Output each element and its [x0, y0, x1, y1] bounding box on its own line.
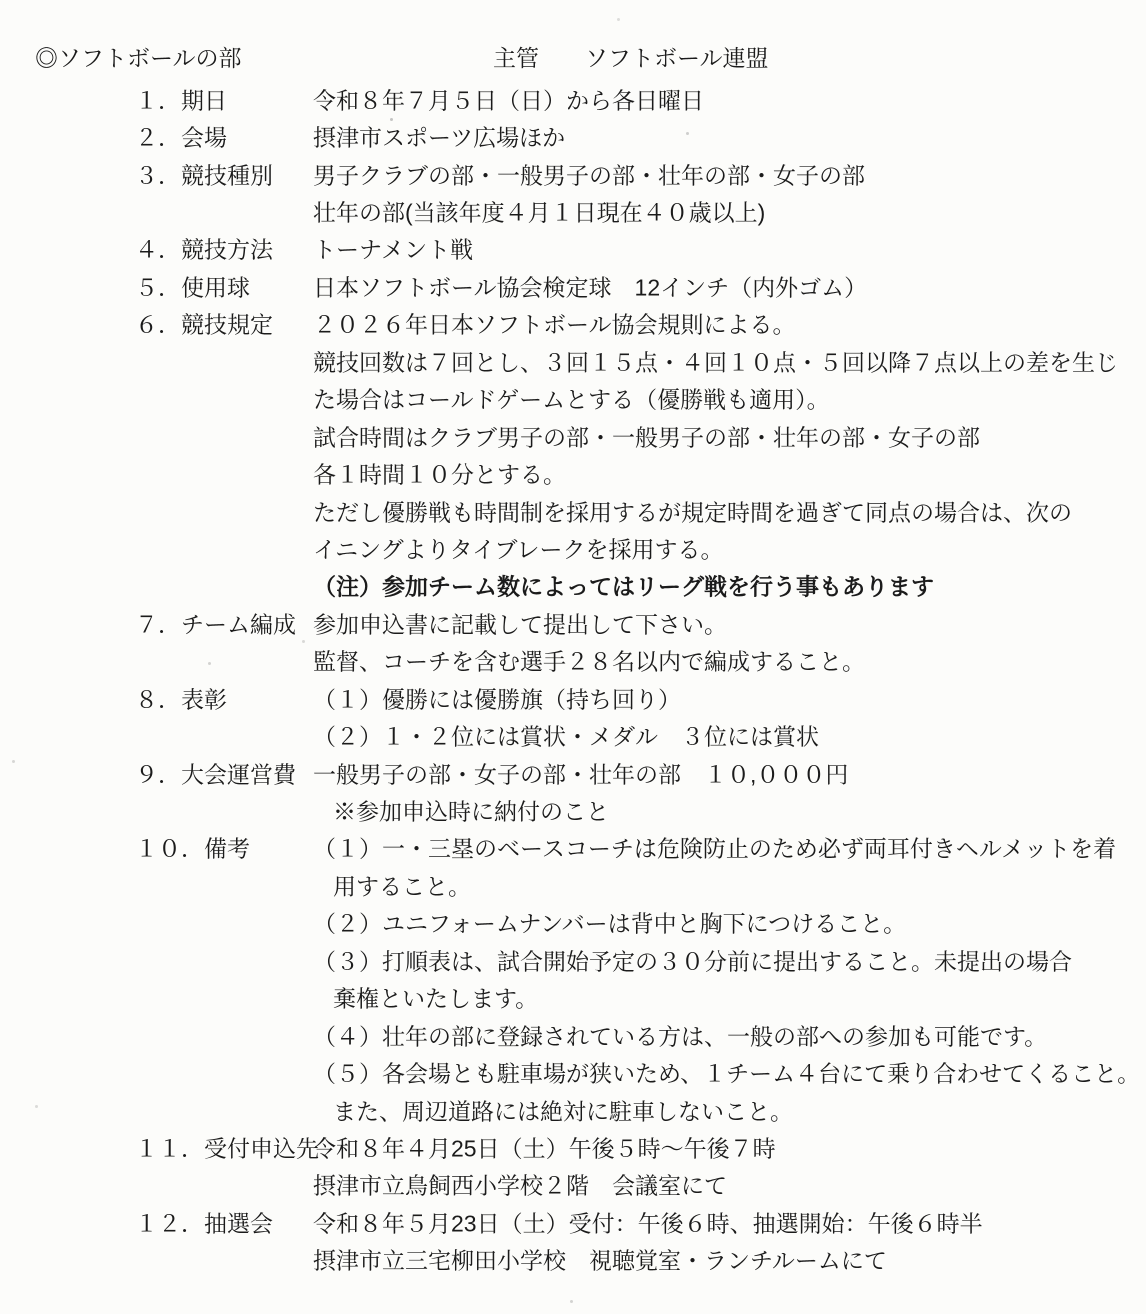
doc-line: [0, 866, 1146, 903]
supervisor-label: 主管: [493, 45, 539, 71]
doc-line-item-12: [0, 1203, 1146, 1240]
item-text: ２０２６年日本ソフトボール協会規則による。: [313, 311, 796, 338]
supervisor-value: ソフトボール連盟: [585, 45, 769, 71]
item-number: ９．: [135, 761, 181, 788]
doc-line-item-2: [0, 117, 1146, 154]
item-text: 競技回数は７回とし、３回１５点・４回１０点・５回以降７点以上の差を生じ: [313, 349, 1118, 376]
note-text: （注）参加チーム数によってはリーグ戦を行う事もあります: [313, 573, 934, 600]
item-text: 用すること。: [333, 873, 471, 900]
item-number: １０．: [135, 835, 204, 862]
item-text: た場合はコールドゲームとする（優勝戦も適用）。: [313, 386, 830, 413]
item-text: ただし優勝戦も時間制を採用するが規定時間を過ぎて同点の場合は、次の: [313, 499, 1072, 526]
item-number-label: [135, 307, 273, 340]
doc-line: [0, 1241, 1146, 1278]
scan-noise-specks: [390, 118, 393, 121]
item-text: 壮年の部(当該年度４月１日現在４０歳以上): [313, 199, 766, 226]
item-number-label: [135, 606, 296, 639]
item-number: １２．: [135, 1210, 204, 1237]
doc-line-note: [0, 567, 1146, 604]
doc-line: [0, 1166, 1146, 1203]
doc-line-item-5: [0, 267, 1146, 304]
item-number: ６．: [135, 311, 181, 338]
section-title: ◎ソフトボールの部: [35, 45, 242, 71]
item-text: 一般男子の部・女子の部・壮年の部 １０,０００円: [313, 761, 849, 788]
item-text: 棄権といたします。: [333, 985, 539, 1012]
item-number-label: [135, 120, 227, 153]
item-text: また、周辺道路には絶対に駐車しないこと。: [333, 1098, 793, 1125]
item-text: （２）１・２位には賞状・メダル ３位には賞状: [313, 723, 819, 750]
doc-line-item-8: [0, 679, 1146, 716]
item-number-label: [135, 232, 273, 265]
item-number: ８．: [135, 686, 181, 713]
doc-line: [0, 904, 1146, 941]
document-header: [0, 40, 1146, 74]
item-number-label: [135, 1205, 273, 1238]
item-text: 摂津市立三宅柳田小学校 視聴覚室・ランチルームにて: [313, 1247, 887, 1274]
doc-line-item-9: [0, 754, 1146, 791]
item-text: （５）各会場とも駐車場が狭いため、１チーム４台にて乗り合わせてくること。: [313, 1060, 1141, 1087]
item-number: １．: [135, 87, 181, 114]
doc-line-item-6: [0, 305, 1146, 342]
item-number-label: [135, 82, 227, 115]
document-body: [0, 80, 1146, 1278]
item-text: （４）壮年の部に登録されている方は、一般の部への参加も可能です。: [313, 1023, 1048, 1050]
item-label: 使用球: [181, 274, 250, 301]
doc-line-item-10: [0, 829, 1146, 866]
item-text: イニングよりタイブレークを採用する。: [313, 536, 724, 563]
item-label: 会場: [181, 124, 227, 151]
item-text: （１）一・三塁のベースコーチは危険防止のため必ず両耳付きヘルメットを着: [313, 835, 1117, 862]
item-text: 摂津市立鳥飼西小学校２階 会議室にて: [313, 1172, 727, 1199]
item-label: 競技種別: [181, 162, 273, 189]
doc-line: [0, 716, 1146, 753]
item-number: ３．: [135, 162, 181, 189]
item-number-label: [135, 681, 227, 714]
item-number-label: [135, 269, 250, 302]
item-text: （２）ユニフォームナンバーは背中と胸下につけること。: [313, 910, 907, 937]
item-label: 競技規定: [181, 311, 273, 338]
doc-line: [0, 1053, 1146, 1090]
item-text: 摂津市スポーツ広場ほか: [313, 124, 566, 151]
doc-line: [0, 380, 1146, 417]
item-text: ※参加申込時に納付のこと: [333, 798, 609, 825]
item-text: 日本ソフトボール協会検定球 12インチ（内外ゴム）: [313, 274, 868, 301]
item-label: 備考: [204, 835, 250, 862]
doc-line-item-4: [0, 230, 1146, 267]
doc-line: [0, 342, 1146, 379]
item-number-label: [135, 831, 250, 864]
item-text: 試合時間はクラブ男子の部・一般男子の部・壮年の部・女子の部: [313, 424, 980, 451]
doc-line: [0, 642, 1146, 679]
doc-line: [0, 529, 1146, 566]
item-number: ５．: [135, 274, 181, 301]
item-text: 監督、コーチを含む選手２８名以内で編成すること。: [313, 648, 865, 675]
doc-line: [0, 417, 1146, 454]
doc-line: [0, 1091, 1146, 1128]
item-text: （１）優勝には優勝旗（持ち回り）: [313, 686, 681, 713]
doc-line: [0, 192, 1146, 229]
item-label: 抽選会: [204, 1210, 273, 1237]
item-number-label: [135, 157, 273, 190]
item-label: 競技方法: [181, 236, 273, 263]
item-number: ４．: [135, 236, 181, 263]
item-text: （３）打順表は、試合開始予定の３０分前に提出すること。未提出の場合: [313, 948, 1072, 975]
item-label: 表彰: [181, 686, 227, 713]
item-number: ２．: [135, 124, 181, 151]
doc-line: [0, 791, 1146, 828]
item-number: １１．: [135, 1135, 204, 1162]
item-number: ７．: [135, 611, 181, 638]
item-text: 令和８年４月25日（土）午後５時～午後７時: [313, 1135, 776, 1162]
item-text: 令和８年５月23日（土）受付：午後６時、抽選開始：午後６時半: [313, 1210, 983, 1237]
item-label: 大会運営費: [181, 761, 296, 788]
doc-line-item-11: [0, 1128, 1146, 1165]
item-text: トーナメント戦: [313, 236, 474, 263]
doc-line: [0, 1016, 1146, 1053]
doc-line-item-7: [0, 604, 1146, 641]
doc-line: [0, 492, 1146, 529]
item-label: 受付申込先: [204, 1135, 319, 1162]
item-text: 令和８年７月５日（日）から各日曜日: [313, 87, 704, 114]
doc-line-item-1: [0, 80, 1146, 117]
doc-line: [0, 941, 1146, 978]
item-text: 参加申込書に記載して提出して下さい。: [313, 611, 727, 638]
item-label: チーム編成: [181, 611, 296, 638]
item-text: 男子クラブの部・一般男子の部・壮年の部・女子の部: [313, 162, 865, 189]
item-label: 期日: [181, 87, 227, 114]
doc-line: [0, 979, 1146, 1016]
doc-line-item-3: [0, 155, 1146, 192]
item-number-label: [135, 1130, 319, 1163]
item-text: 各１時間１０分とする。: [313, 461, 566, 488]
item-number-label: [135, 756, 296, 789]
doc-line: [0, 454, 1146, 491]
